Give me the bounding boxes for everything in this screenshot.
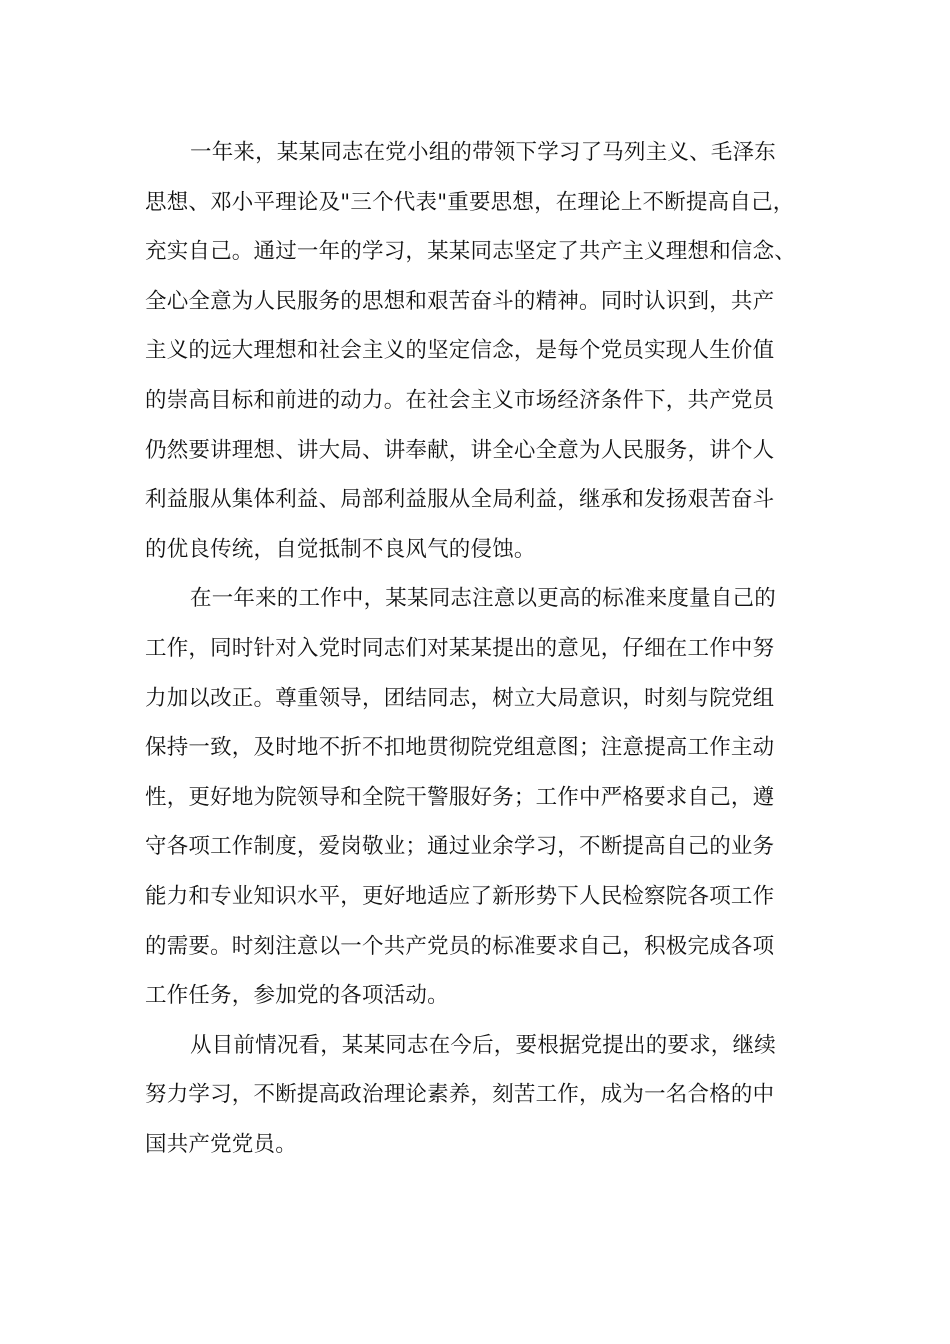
text-line: 主义的远大理想和社会主义的坚定信念，是每个党员实现人生价值 xyxy=(145,338,775,364)
text-line: 的崇高目标和前进的动力。在社会主义市场经济条件下，共产党员 xyxy=(145,387,775,413)
text-line: 一年来，某某同志在党小组的带领下学习了马列主义、毛泽东 xyxy=(190,140,776,165)
text-line: 的需要。时刻注意以一个共产党员的标准要求自己，积极完成各项 xyxy=(145,933,775,959)
text-line: 充实自己。通过一年的学习，某某同志坚定了共产主义理想和信念、 xyxy=(145,239,797,265)
text-line: 国共产党党员。 xyxy=(145,1131,297,1157)
text-line: 利益服从集体利益、局部利益服从全局利益，继承和发扬艰苦奋斗 xyxy=(145,487,775,513)
text-line: 力加以改正。尊重领导，团结同志，树立大局意识，时刻与院党组 xyxy=(145,685,775,711)
document-body xyxy=(145,128,810,1169)
text-line: 努力学习，不断提高政治理论素养，刻苦工作，成为一名合格的中 xyxy=(145,1082,775,1108)
text-line: 能力和专业知识水平，更好地适应了新形势下人民检察院各项工作 xyxy=(145,883,775,909)
paragraph-2 xyxy=(145,574,810,1020)
text-line: 工作任务，参加党的各项活动。 xyxy=(145,983,449,1009)
text-line: 的优良传统，自觉抵制不良风气的侵蚀。 xyxy=(145,536,536,562)
text-line: 工作，同时针对入党时同志们对某某提出的意见，仔细在工作中努 xyxy=(145,635,775,661)
text-line: 保持一致，及时地不折不扣地贯彻院党组意图；注意提高工作主动 xyxy=(145,735,775,761)
text-line: 思想、邓小平理论及"三个代表"重要思想，在理论上不断提高自己， xyxy=(145,189,795,215)
text-line: 在一年来的工作中，某某同志注意以更高的标准来度量自己的 xyxy=(190,586,776,612)
text-line: 性，更好地为院领导和全院干警服好务；工作中严格要求自己，遵 xyxy=(145,784,775,810)
text-line: 仍然要讲理想、讲大局、讲奉献，讲全心全意为人民服务，讲个人 xyxy=(145,437,775,463)
paragraph-1 xyxy=(145,128,810,574)
text-line: 全心全意为人民服务的思想和艰苦奋斗的精神。同时认识到，共产 xyxy=(145,288,775,314)
text-line: 守各项工作制度，爱岗敬业；通过业余学习，不断提高自己的业务 xyxy=(145,834,775,860)
paragraph-3 xyxy=(145,1021,810,1170)
text-line: 从目前情况看，某某同志在今后，要根据党提出的要求，继续 xyxy=(190,1032,776,1058)
